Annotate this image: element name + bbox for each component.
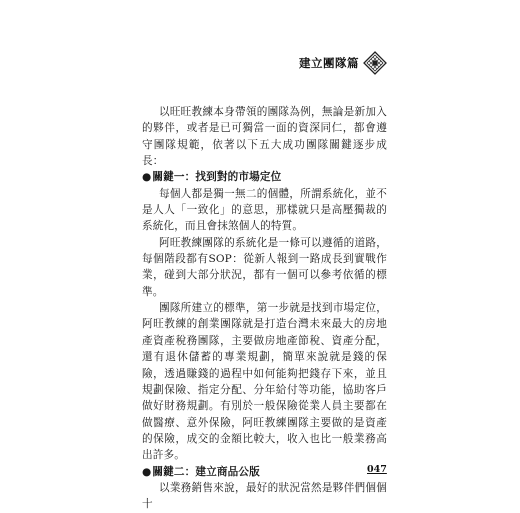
paragraph-4: 團隊所建立的標準，第一步就是找到市場定位，阿旺教練的創業團隊就是打造台灣未來最大的房地產資產稅務團隊，主要做房地產節稅、資產分配，還有退休儲蓄的專業規劃，簡單來說就是錢的保險，透過賺錢的過程中如何能夠把錢存下來，並且規劃保險、指定分配、分年給付等功能，協助客戶做好財務規劃。有別於一般保險從業人員主要都在做醫療、意外保險，阿旺教練團隊主要做的是資產的保險，成交的金額比較大，收入也比一般業務高出許多。 xyxy=(142,302,387,462)
bullet-icon: ● xyxy=(142,465,152,478)
section-heading-2 xyxy=(142,464,387,480)
diamond-lattice-emblem-icon xyxy=(363,51,387,75)
chapter-title: 建立團隊篇 xyxy=(299,56,359,70)
section-heading-1 xyxy=(142,169,387,185)
section-heading-2-text: 關鍵二：建立商品公版 xyxy=(152,465,260,478)
running-header xyxy=(299,50,387,76)
page-body xyxy=(142,104,387,513)
page-number: 047 xyxy=(367,464,387,475)
paragraph-3: 阿旺教練團隊的系統化是一條可以遵循的道路，每個階段都有SOP：從新人報到一路成長到實戰作業，碰到大部分狀況，都有一個可以參考依循的標準。 xyxy=(142,236,387,298)
bullet-icon: ● xyxy=(142,171,152,184)
paragraph-2: 每個人都是獨一無二的個體，所謂系統化，並不是人人「一致化」的意思，那樣就只是高壓獨裁的系統化，而且會抹煞個人的特質。 xyxy=(142,187,387,233)
paragraph-intro: 以旺旺教練本身帶領的團隊為例，無論是新加入的夥伴，或者是已可獨當一面的資深同仁，都會遵守團隊規範，依著以下五大成功團隊關鍵逐步成長： xyxy=(142,106,387,168)
section-heading-1-text: 關鍵一：找到對的市場定位 xyxy=(152,171,282,184)
paragraph-5: 以業務銷售來說，最好的狀況當然是夥伴們個個十 xyxy=(142,481,387,511)
